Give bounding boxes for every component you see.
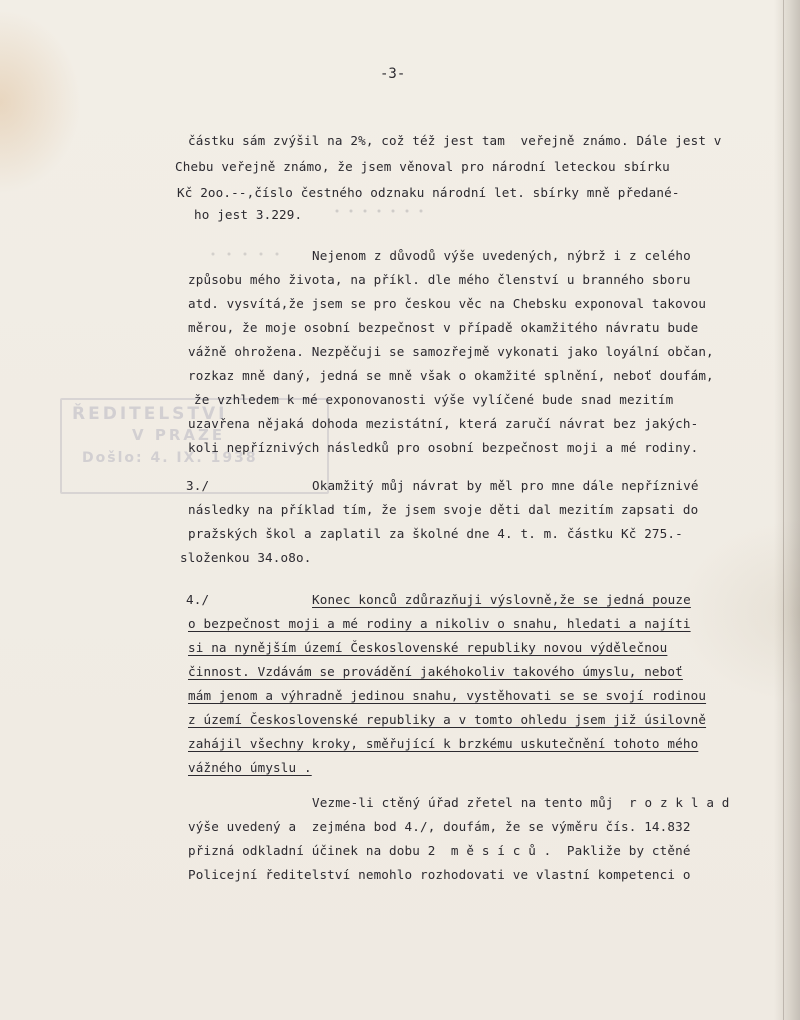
text-line: vážně ohrožena. Nezpěčuji se samozřejmě vykonati jako loyální občan, [188, 344, 714, 359]
text-line: Okamžitý můj návrat by měl pro mne dále nepříznivé [312, 478, 699, 493]
underlined-line: o bezpečnost moji a mé rodiny a nikoliv o snahu, hledati a najíti [188, 616, 691, 631]
page-edge-shadow [774, 0, 800, 1020]
text-line: že vzhledem k mé exponovanosti výše vylíčené bude snad mezitím [194, 392, 674, 407]
text-line: ho jest 3.229. [194, 207, 303, 222]
text-line: Policejní ředitelství nemohlo rozhodovati ve vlastní kompetenci o [188, 867, 691, 882]
text-line: přizná odkladní účinek na dobu 2 m ě s í c ů . Pakliže by ctěné [188, 843, 691, 858]
text-line: způsobu mého života, na příkl. dle mého členství u branného sboru [188, 272, 691, 287]
text-line: rozkaz mně daný, jedná se mně však o okamžité splnění, neboť doufám, [188, 368, 714, 383]
text-line: Chebu veřejně známo, že jsem věnoval pro národní leteckou sbírku [175, 159, 670, 174]
text-line: Nejenom z důvodů výše uvedených, nýbrž i z celého [312, 248, 691, 263]
stamp-line-3: Došlo: 4. IX. 1938 [82, 450, 258, 466]
text-line: složenkou 34.o8o. [180, 550, 312, 565]
text-line: Vezme-li ctěný úřad zřetel na tento můj r o z k l a d [312, 795, 730, 810]
underlined-line: zahájil všechny kroky, směřující k brzkému uskutečnění tohoto mého [188, 736, 699, 751]
text-line: koli nepříznivých následků pro osobní bezpečnost moji a mé rodiny. [188, 440, 699, 455]
underlined-line: vážného úmyslu . [188, 760, 312, 775]
text-line: následky na příklad tím, že jsem svoje děti dal mezitím zapsati do [188, 502, 699, 517]
underlined-line: činnost. Vzdávám se provádění jakéhokoliv takového úmyslu, neboť [188, 664, 683, 679]
underlined-line: mám jenom a výhradně jedinou snahu, vystěhovati se se svojí rodinou [188, 688, 707, 703]
underlined-line: z území Československé republiky a v tomto ohledu jsem již úsilovně [188, 712, 707, 727]
text-line: Kč 2oo.--,číslo čestného odznaku národní let. sbírky mně předané- [177, 185, 680, 200]
text-line: atd. vysvítá,že jsem se pro českou věc na Chebsku exponoval takovou [188, 296, 707, 311]
underlined-line: si na nynějším území Československé republiky novou výdělečnou [188, 640, 668, 655]
text-line: pražských škol a zaplatil za školné dne 4. t. m. částku Kč 275.- [188, 526, 683, 541]
stamp-line-1: ŘEDITELSTVÍ [72, 404, 228, 424]
ink-specks [330, 207, 430, 217]
section-number: 4./ [186, 592, 210, 607]
text-line: částku sám zvýšil na 2%, což též jest tam veřejně známo. Dále jest v [188, 133, 722, 148]
text-line: uzavřena nějaká dohoda mezistátní, která zaručí návrat bez jakých- [188, 416, 699, 431]
text-line: výše uvedený a zejména bod 4./, doufám, že se výměru čís. 14.832 [188, 819, 691, 834]
text-line: měrou, že moje osobní bezpečnost v případě okamžitého návratu bude [188, 320, 699, 335]
stamp-line-2: V PRAZE [132, 426, 226, 444]
page-fold-line [783, 0, 784, 1020]
underlined-line: Konec konců zdůrazňuji výslovně,že se jedná pouze [312, 592, 691, 607]
section-number: 3./ [186, 478, 210, 493]
ink-specks [205, 250, 285, 258]
page-number: -3- [380, 66, 406, 82]
